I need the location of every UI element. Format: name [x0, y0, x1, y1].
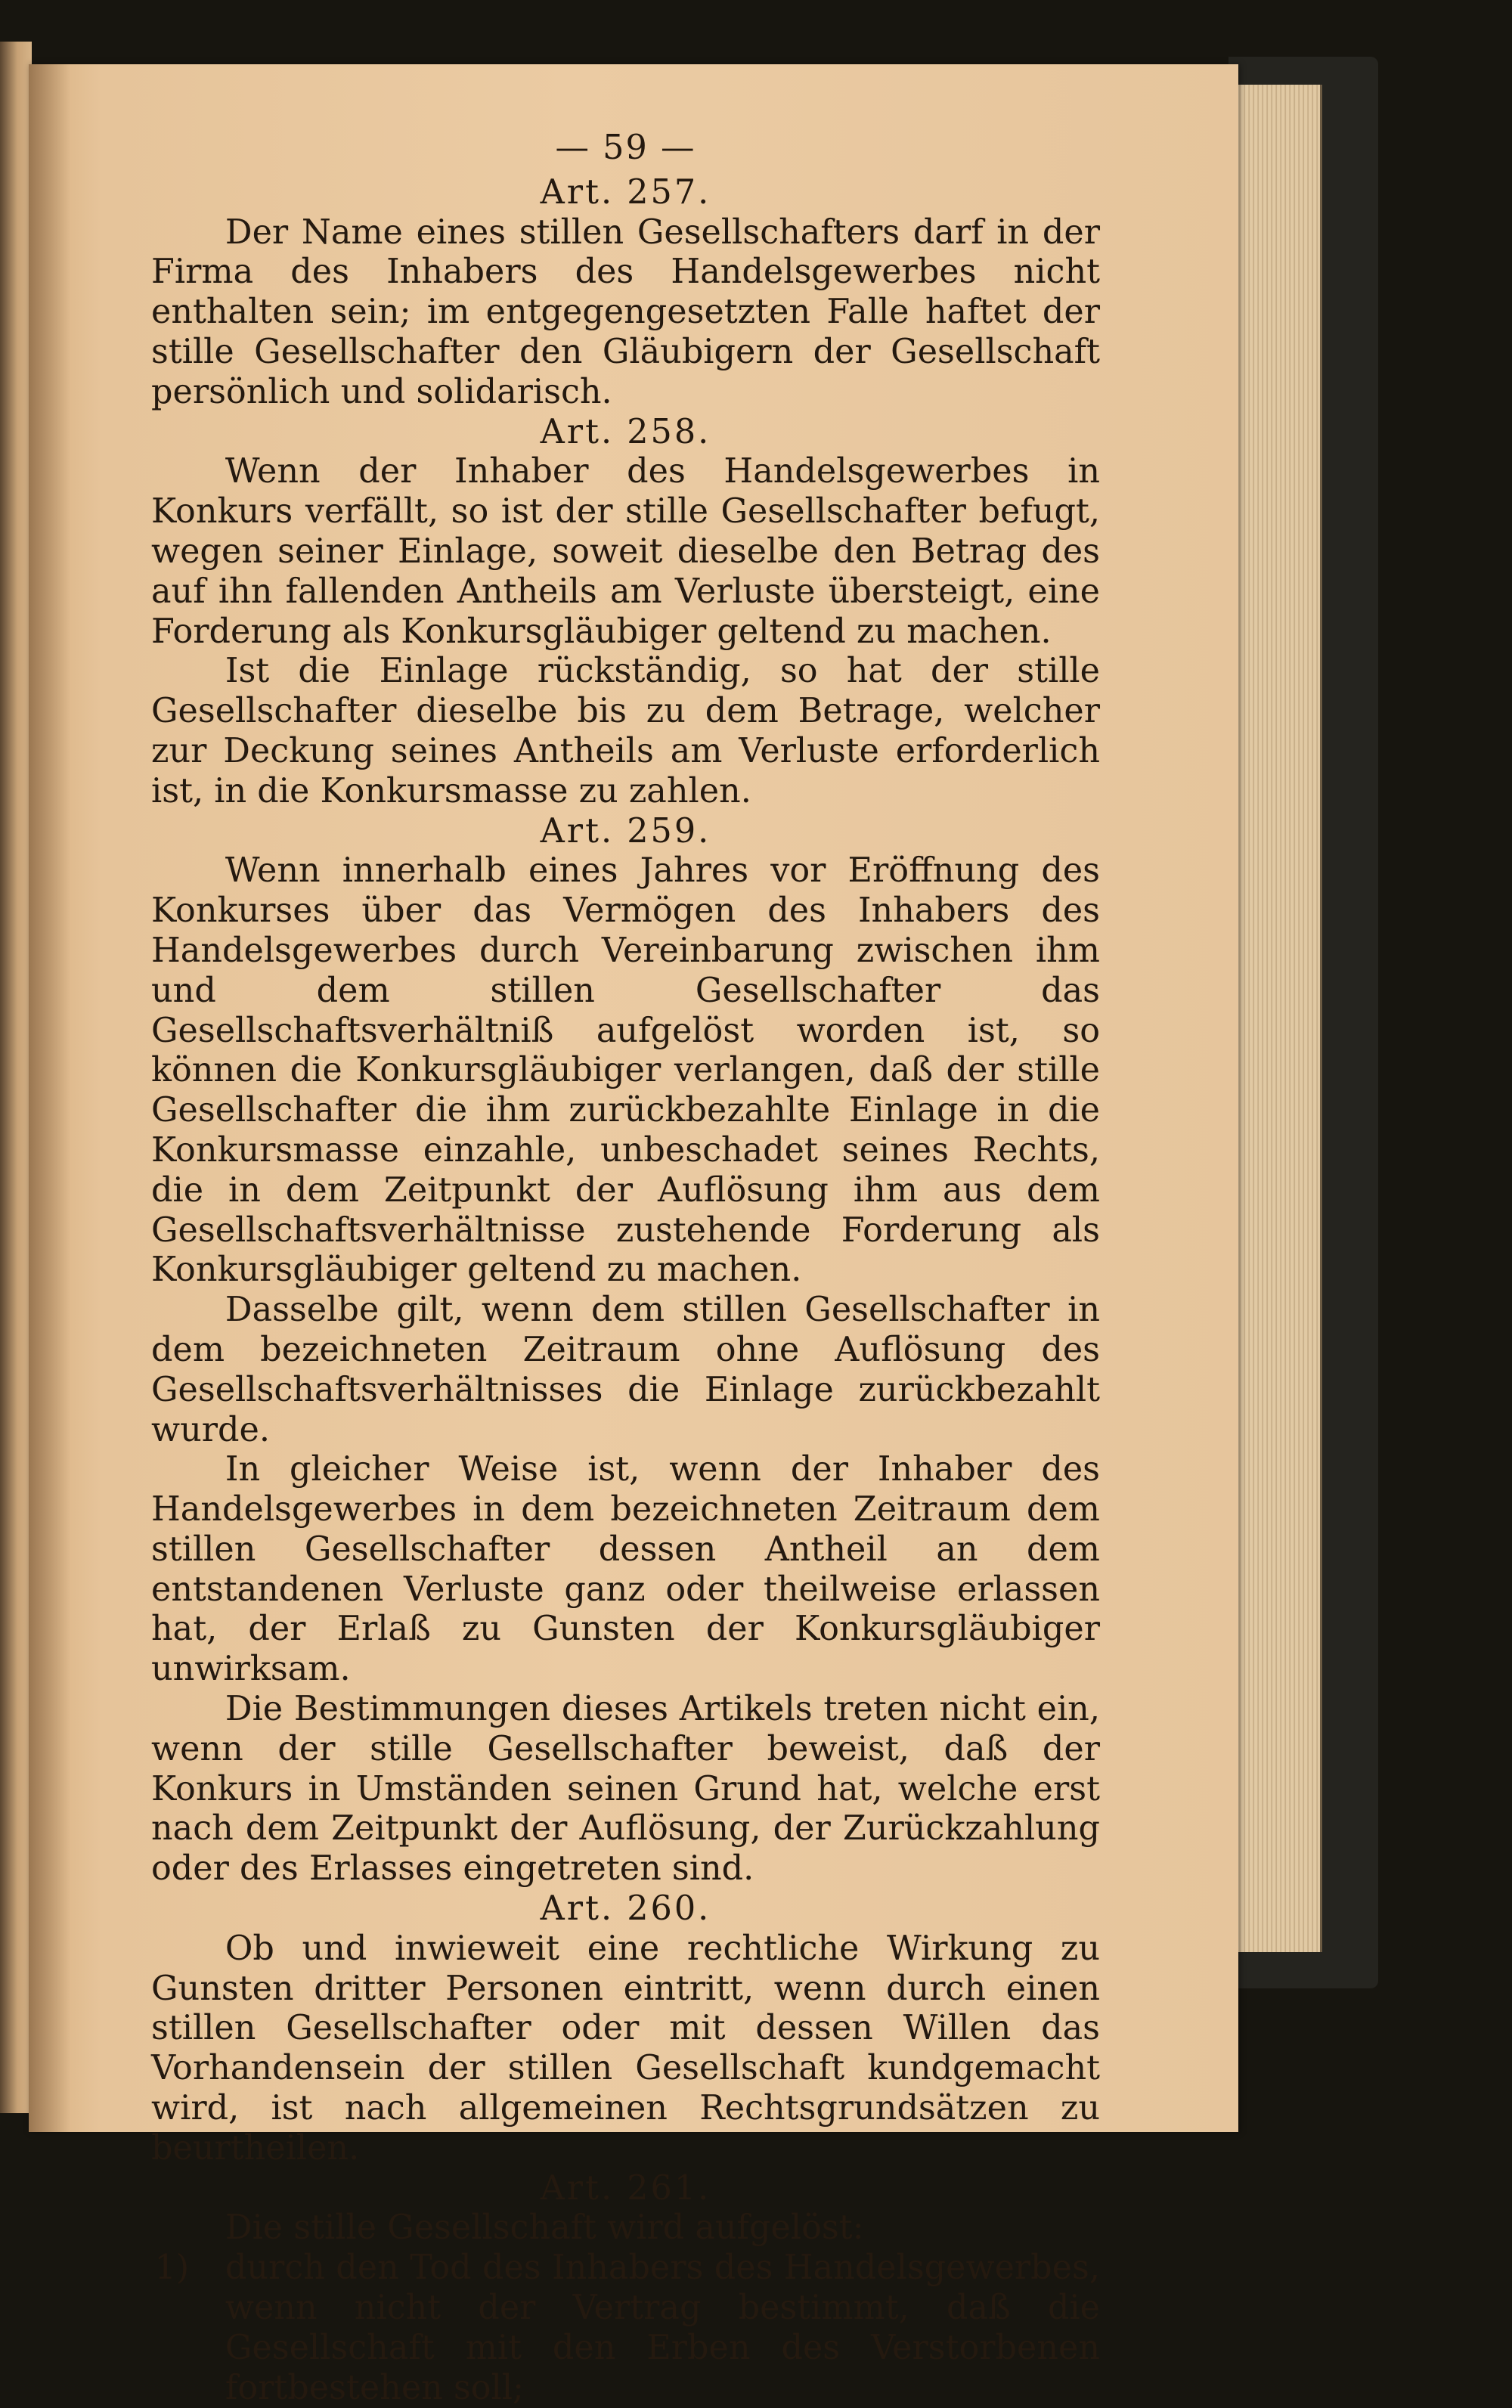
article-heading: Art. 257.: [540, 172, 711, 212]
article-heading: Art. 260.: [540, 1889, 711, 1929]
paragraph: Wenn der Inhaber des Handelsgewerbes in Konkurs verfällt, so ist der stille Gesellschafter befugt, wegen seiner Einlage, soweit dieselbe den Betrag des auf ihn fallenden Antheils am Verluste übersteigt, eine Forderung als Konkursgläubiger geltend zu machen.: [151, 452, 1100, 651]
paragraph: Die stille Gesellschaft wird aufgelöst:: [225, 2208, 864, 2248]
article-260: [151, 1889, 1100, 2169]
paragraph: Dasselbe gilt, wenn dem stillen Gesellschafter in dem bezeichneten Zeitraum ohne Auflösung des Gesellschaftsverhältnisses die Einlage zurückbezahlt wurde.: [151, 1291, 1100, 1449]
article-heading: Art. 261.: [540, 2168, 711, 2208]
paragraph: Die Bestimmungen dieses Artikels treten nicht ein, wenn der stille Gesellschafter beweist, daß der Konkurs in Umständen seinen Grund hat, welche erst nach dem Zeitpunkt der Auflösung, der Zurückzahlung oder des Erlasses eingetreten sind.: [151, 1690, 1100, 1889]
paragraph: In gleicher Weise ist, wenn der Inhaber des Handelsgewerbes in dem bezeichneten Zeitraum dem stillen Gesellschafter dessen Antheil an dem entstandenen Verluste ganz oder theilweise erlassen hat, der Erlaß zu Gunsten der Konkursgläubiger unwirksam.: [151, 1450, 1100, 1689]
paragraph: Ob und inwieweit eine rechtliche Wirkung zu Gunsten dritter Personen eintritt, wenn durch einen stillen Gesellschafter oder mit dessen Willen das Vorhandensein der stillen Gesellschaft kundgemacht wird, ist nach allgemeinen Rechtsgrundsätzen zu beurtheilen.: [151, 1929, 1100, 2168]
facing-page-edge: [0, 42, 32, 2113]
list-item-text: durch den Tod des Inhabers des Handelsgewerbes, wenn nicht der Vertrag bestimmt, daß die Gesellschaft mit den Erben des Verstorbenen fortbestehen soll;: [225, 2248, 1100, 2407]
paragraph: Wenn innerhalb eines Jahres vor Eröffnung des Konkurses über das Vermögen des Inhabers des Handelsgewerbes durch Vereinbarung zwischen ihm und dem stillen Gesellschafter das Gesellschaftsverhältniß aufgelöst worden ist, so können die Konkursgläubiger verlangen, daß der stille Gesellschafter die ihm zurückbezahlte Einlage in die Konkursmasse einzahle, unbeschadet seines Rechts, die in dem Zeitpunkt der Auflösung ihm aus dem Gesellschaftsverhältnisse zustehende Forderung als Konkursgläubiger geltend zu machen.: [151, 851, 1100, 1290]
page-number: — 59 —: [555, 129, 696, 167]
article-heading: Art. 259.: [540, 811, 711, 851]
article-258: [151, 413, 1100, 812]
paragraph: Ist die Einlage rückständig, so hat der stille Gesellschafter dieselbe bis zu dem Betrage, welcher zur Deckung seines Antheils am Verluste erforderlich ist, in die Konkursmasse zu zahlen.: [151, 652, 1100, 810]
article-259: [151, 812, 1100, 1890]
page-text: [151, 129, 1100, 2408]
list-item: [151, 2248, 1100, 2408]
article-261: [151, 2169, 1100, 2408]
list-item-number: 1): [154, 2248, 190, 2288]
article-257: [151, 173, 1100, 413]
article-heading: Art. 258.: [540, 412, 711, 451]
spine-shadow: [29, 64, 70, 2132]
paragraph: Der Name eines stillen Gesellschafters darf in der Firma des Inhabers des Handelsgewerbes nicht enthalten sein; im entgegengesetzten Falle haftet der stille Gesellschafter den Gläubigern der Gesellschaft persönlich und solidarisch.: [151, 212, 1100, 411]
